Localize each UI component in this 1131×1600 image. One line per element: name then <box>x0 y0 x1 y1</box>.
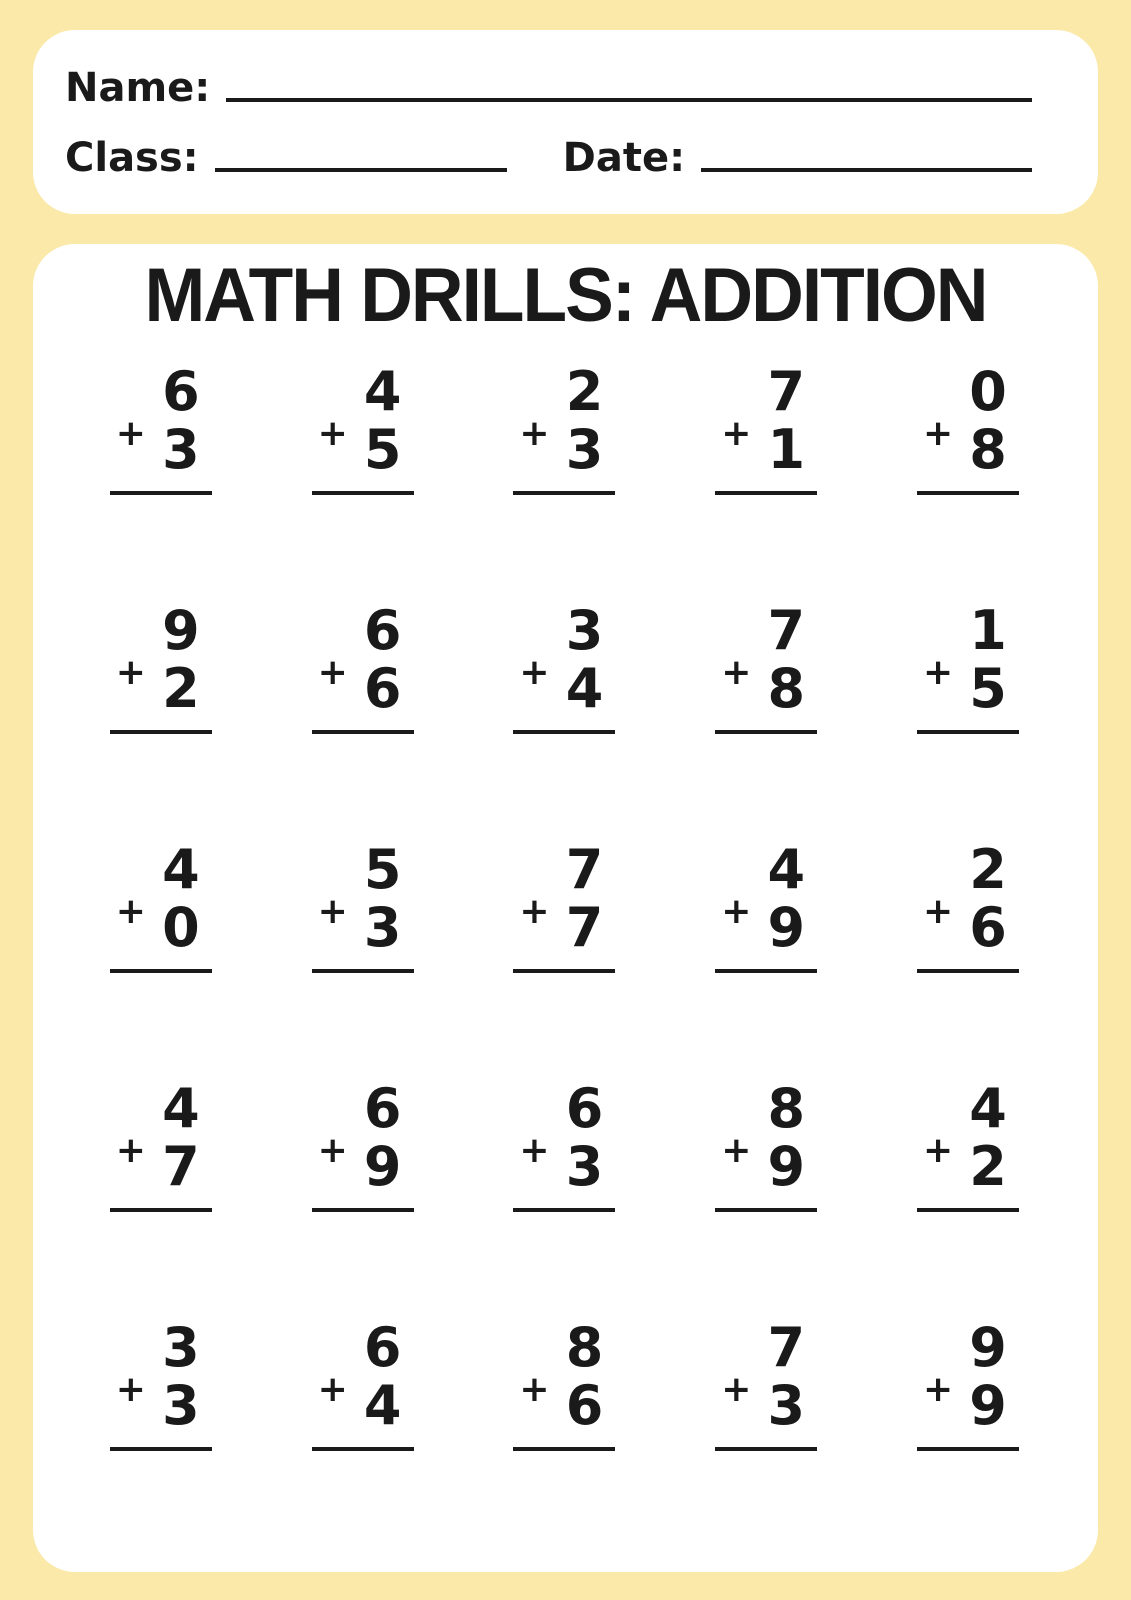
bottom-addend: 9 <box>767 895 806 959</box>
addition-problem <box>110 359 214 495</box>
class-line <box>215 168 507 172</box>
bottom-addend: 2 <box>162 656 200 720</box>
date-line <box>701 168 1032 172</box>
addition-problem <box>312 1076 416 1212</box>
answer-line <box>715 491 817 495</box>
bottom-addend-row <box>917 652 1017 720</box>
bottom-addend: 3 <box>565 417 604 481</box>
addition-problem <box>110 837 214 973</box>
bottom-addend-row <box>110 652 210 720</box>
top-addend: 6 <box>363 598 402 662</box>
bottom-addend-row <box>312 1130 412 1198</box>
bottom-addend: 9 <box>363 1134 402 1198</box>
top-addend-row <box>312 1076 412 1140</box>
addition-problem <box>110 1076 214 1212</box>
answer-line <box>917 1447 1019 1451</box>
answer-line <box>110 1447 212 1451</box>
bottom-addend-row <box>917 413 1017 481</box>
bottom-addend-row <box>513 413 613 481</box>
top-addend: 6 <box>363 1315 402 1379</box>
top-addend: 7 <box>767 1315 806 1379</box>
addition-problem <box>513 359 617 495</box>
plus-operator: + <box>519 1369 550 1411</box>
student-info-panel <box>33 30 1098 214</box>
bottom-addend-row <box>110 891 210 959</box>
plus-operator: + <box>519 652 550 694</box>
top-addend-row <box>110 837 210 901</box>
addition-problem <box>312 837 416 973</box>
bottom-addend: 8 <box>969 417 1007 481</box>
top-addend: 3 <box>565 598 604 662</box>
bottom-addend-row <box>513 1130 613 1198</box>
bottom-addend: 0 <box>162 895 200 959</box>
plus-operator: + <box>115 1130 146 1172</box>
answer-line <box>110 1208 212 1212</box>
addition-problem <box>312 1315 416 1451</box>
plus-operator: + <box>923 413 954 455</box>
top-addend: 4 <box>969 1076 1007 1140</box>
top-addend: 4 <box>162 837 200 901</box>
top-addend: 7 <box>767 598 806 662</box>
top-addend-row <box>312 1315 412 1379</box>
top-addend-row <box>110 1315 210 1379</box>
addition-problem <box>110 1315 214 1451</box>
top-addend: 2 <box>969 837 1007 901</box>
bottom-addend-row <box>312 1369 412 1437</box>
name-label: Name: <box>65 65 211 111</box>
addition-problem <box>110 598 214 734</box>
answer-line <box>110 730 212 734</box>
bottom-addend-row <box>312 652 412 720</box>
top-addend-row <box>917 1315 1017 1379</box>
bottom-addend-row <box>513 891 613 959</box>
answer-line <box>312 1447 414 1451</box>
addition-problem <box>917 1315 1021 1451</box>
top-addend: 9 <box>162 598 200 662</box>
top-addend: 6 <box>162 359 200 423</box>
plus-operator: + <box>115 891 146 933</box>
plus-operator: + <box>317 1369 348 1411</box>
name-line <box>226 98 1032 102</box>
addition-problem <box>513 598 617 734</box>
top-addend-row <box>917 359 1017 423</box>
top-addend: 6 <box>565 1076 604 1140</box>
bottom-addend: 9 <box>767 1134 806 1198</box>
bottom-addend-row <box>917 891 1017 959</box>
bottom-addend: 6 <box>969 895 1007 959</box>
plus-operator: + <box>115 1369 146 1411</box>
bottom-addend: 3 <box>162 417 200 481</box>
bottom-addend-row <box>110 413 210 481</box>
answer-line <box>917 969 1019 973</box>
top-addend: 2 <box>565 359 604 423</box>
bottom-addend-row <box>513 1369 613 1437</box>
top-addend-row <box>513 837 613 901</box>
top-addend: 3 <box>162 1315 200 1379</box>
bottom-addend-row <box>715 891 815 959</box>
problems-panel <box>33 244 1098 1572</box>
top-addend-row <box>917 837 1017 901</box>
addition-problem <box>513 837 617 973</box>
answer-line <box>312 1208 414 1212</box>
answer-line <box>513 969 615 973</box>
answer-line <box>917 730 1019 734</box>
top-addend-row <box>513 359 613 423</box>
bottom-addend-row <box>715 413 815 481</box>
answer-line <box>312 491 414 495</box>
top-addend: 8 <box>565 1315 604 1379</box>
top-addend: 1 <box>969 598 1007 662</box>
bottom-addend: 8 <box>767 656 806 720</box>
answer-line <box>312 969 414 973</box>
addition-problem <box>715 359 819 495</box>
top-addend-row <box>715 598 815 662</box>
plus-operator: + <box>721 1369 752 1411</box>
bottom-addend-row <box>312 413 412 481</box>
addition-problem <box>917 598 1021 734</box>
answer-line <box>715 969 817 973</box>
top-addend-row <box>312 598 412 662</box>
bottom-addend: 7 <box>162 1134 200 1198</box>
bottom-addend-row <box>917 1369 1017 1437</box>
bottom-addend: 9 <box>969 1373 1007 1437</box>
answer-line <box>513 1447 615 1451</box>
plus-operator: + <box>519 413 550 455</box>
top-addend-row <box>312 359 412 423</box>
name-field-row <box>65 66 1032 110</box>
bottom-addend-row <box>917 1130 1017 1198</box>
addition-problem <box>715 837 819 973</box>
addition-problem <box>917 1076 1021 1212</box>
plus-operator: + <box>317 891 348 933</box>
plus-operator: + <box>923 891 954 933</box>
plus-operator: + <box>721 413 752 455</box>
plus-operator: + <box>115 652 146 694</box>
bottom-addend-row <box>715 1130 815 1198</box>
top-addend-row <box>917 598 1017 662</box>
top-addend-row <box>715 1315 815 1379</box>
problems-grid <box>61 359 1070 1451</box>
top-addend: 5 <box>363 837 402 901</box>
bottom-addend: 6 <box>565 1373 604 1437</box>
bottom-addend-row <box>110 1130 210 1198</box>
answer-line <box>917 1208 1019 1212</box>
top-addend: 0 <box>969 359 1007 423</box>
bottom-addend: 5 <box>969 656 1007 720</box>
top-addend: 7 <box>767 359 806 423</box>
answer-line <box>312 730 414 734</box>
bottom-addend-row <box>513 652 613 720</box>
date-label: Date: <box>562 135 686 181</box>
top-addend-row <box>917 1076 1017 1140</box>
answer-line <box>513 491 615 495</box>
top-addend: 4 <box>363 359 402 423</box>
answer-line <box>715 1208 817 1212</box>
plus-operator: + <box>115 413 146 455</box>
answer-line <box>715 730 817 734</box>
top-addend: 9 <box>969 1315 1007 1379</box>
class-label: Class: <box>65 135 199 181</box>
plus-operator: + <box>519 891 550 933</box>
plus-operator: + <box>721 1130 752 1172</box>
top-addend: 4 <box>767 837 806 901</box>
plus-operator: + <box>923 1369 954 1411</box>
answer-line <box>110 491 212 495</box>
plus-operator: + <box>519 1130 550 1172</box>
bottom-addend: 6 <box>363 656 402 720</box>
bottom-addend: 3 <box>363 895 402 959</box>
plus-operator: + <box>923 1130 954 1172</box>
bottom-addend: 4 <box>565 656 604 720</box>
top-addend-row <box>110 1076 210 1140</box>
addition-problem <box>715 598 819 734</box>
addition-problem <box>917 837 1021 973</box>
plus-operator: + <box>317 413 348 455</box>
bottom-addend: 3 <box>767 1373 806 1437</box>
plus-operator: + <box>721 891 752 933</box>
addition-problem <box>917 359 1021 495</box>
answer-line <box>110 969 212 973</box>
top-addend-row <box>513 598 613 662</box>
addition-problem <box>513 1076 617 1212</box>
top-addend: 4 <box>162 1076 200 1140</box>
bottom-addend: 4 <box>363 1373 402 1437</box>
answer-line <box>513 1208 615 1212</box>
top-addend-row <box>715 359 815 423</box>
bottom-addend: 1 <box>767 417 806 481</box>
top-addend-row <box>715 837 815 901</box>
plus-operator: + <box>923 652 954 694</box>
class-date-field-row <box>65 136 1032 180</box>
addition-problem <box>715 1076 819 1212</box>
top-addend-row <box>513 1076 613 1140</box>
addition-problem <box>513 1315 617 1451</box>
worksheet-title: MATH DRILLS: ADDITION <box>144 253 987 338</box>
bottom-addend-row <box>312 891 412 959</box>
plus-operator: + <box>317 1130 348 1172</box>
bottom-addend-row <box>715 652 815 720</box>
addition-problem <box>312 359 416 495</box>
bottom-addend: 5 <box>363 417 402 481</box>
top-addend-row <box>715 1076 815 1140</box>
top-addend: 6 <box>363 1076 402 1140</box>
bottom-addend: 7 <box>565 895 604 959</box>
top-addend-row <box>110 598 210 662</box>
plus-operator: + <box>721 652 752 694</box>
bottom-addend-row <box>110 1369 210 1437</box>
top-addend: 7 <box>565 837 604 901</box>
top-addend: 8 <box>767 1076 806 1140</box>
top-addend-row <box>513 1315 613 1379</box>
bottom-addend-row <box>715 1369 815 1437</box>
top-addend-row <box>312 837 412 901</box>
answer-line <box>917 491 1019 495</box>
bottom-addend: 3 <box>162 1373 200 1437</box>
addition-problem <box>715 1315 819 1451</box>
bottom-addend: 3 <box>565 1134 604 1198</box>
plus-operator: + <box>317 652 348 694</box>
top-addend-row <box>110 359 210 423</box>
addition-problem <box>312 598 416 734</box>
answer-line <box>715 1447 817 1451</box>
answer-line <box>513 730 615 734</box>
bottom-addend: 2 <box>969 1134 1007 1198</box>
